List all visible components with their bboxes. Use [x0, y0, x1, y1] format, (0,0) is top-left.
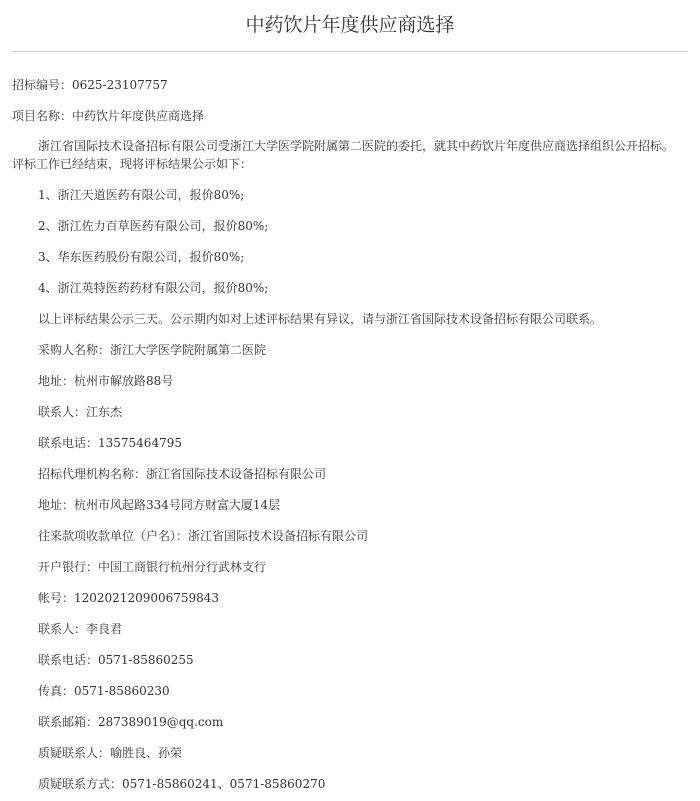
purchaser-contact: 联系人：江东杰	[38, 405, 123, 419]
purchaser-phone: 联系电话：13575464795	[38, 436, 182, 450]
account-number: 帐号：1202021209006759843	[38, 591, 220, 605]
result-item: 2、浙江佐力百草医药有限公司，报价80%;	[38, 219, 269, 233]
agency-name: 招标代理机构名称：浙江省国际技术设备招标有限公司	[38, 467, 327, 481]
agency-email: 联系邮箱：287389019@qq.com	[38, 715, 224, 729]
purchaser-name: 采购人名称：浙江大学医学院附属第二医院	[38, 343, 267, 357]
agency-address: 地址：杭州市风起路334号同方财富大厦14层	[38, 498, 281, 512]
result-item: 4、浙江英特医药药材有限公司，报价80%;	[38, 281, 269, 295]
agency-phone: 联系电话：0571-85860255	[38, 653, 194, 667]
result-item: 1、浙江天道医药有限公司，报价80%;	[38, 188, 245, 202]
bid-number: 招标编号：0625-23107757	[12, 78, 168, 92]
intro-paragraph-line1: 浙江省国际技术设备招标有限公司受浙江大学医学院附属第二医院的委托，就其中药饮片年度供应商选择组织公开招标。	[38, 139, 675, 153]
payee-account-name: 往来款项收款单位（户名）：浙江省国际技术设备招标有限公司	[38, 529, 369, 543]
intro-paragraph-line2: 评标工作已经结束，现将评标结果公示如下：	[12, 157, 253, 171]
purchaser-address: 地址：杭州市解放路88号	[38, 374, 174, 388]
result-item: 3、华东医药股份有限公司，报价80%;	[38, 250, 245, 264]
page-title: 中药饮片年度供应商选择	[245, 14, 455, 36]
bank-name: 开户银行：中国工商银行杭州分行武林支行	[38, 560, 267, 574]
objection-contact: 质疑联系人：喻胜良、孙荣	[38, 746, 183, 760]
objection-phone: 质疑联系方式：0571-85860241、0571-85860270	[38, 777, 326, 791]
title-divider	[12, 51, 688, 52]
agency-fax: 传真：0571-85860230	[38, 684, 170, 698]
agency-contact: 联系人：李良君	[38, 622, 123, 636]
objection-notice: 以上评标结果公示三天。公示期内如对上述评标结果有异议，请与浙江省国际技术设备招标有限公司联系。	[38, 312, 603, 326]
project-name: 项目名称：中药饮片年度供应商选择	[12, 109, 205, 123]
